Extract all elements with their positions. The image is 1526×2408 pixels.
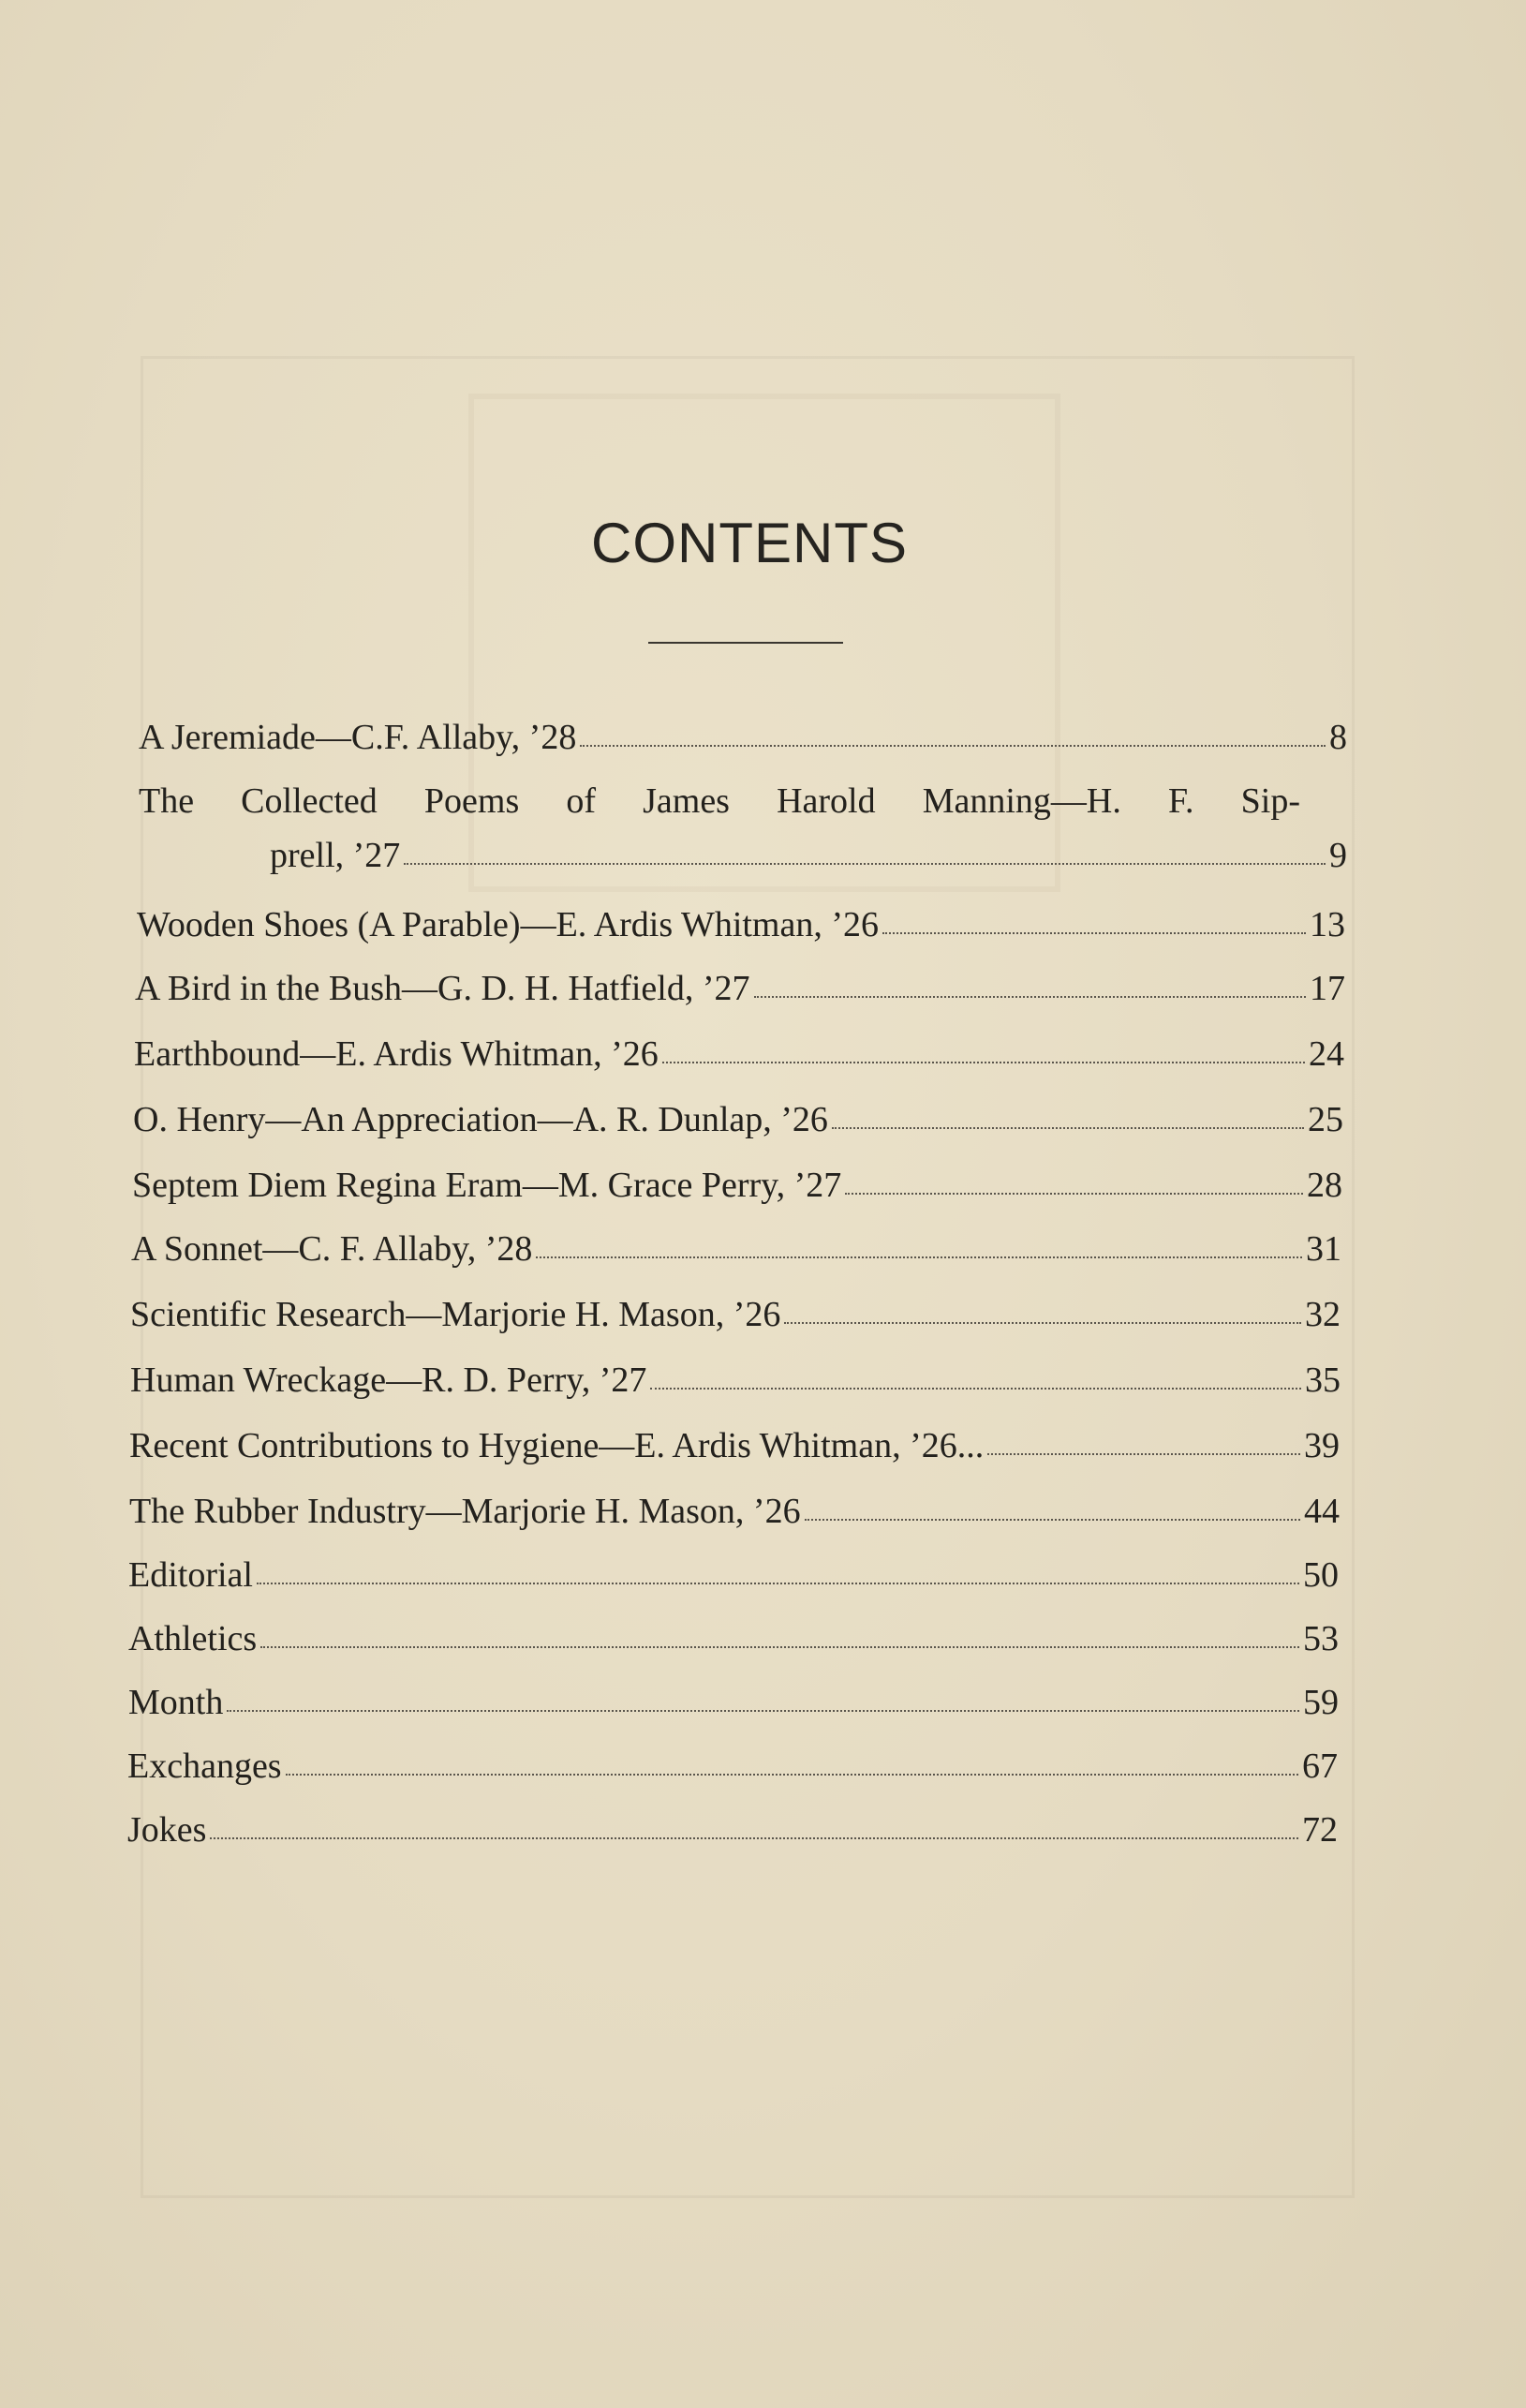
toc-entry-page: 39: [1304, 1426, 1340, 1465]
dot-leader: [404, 863, 1326, 865]
page-title: CONTENTS: [591, 512, 908, 574]
toc-entry-title: The Rubber Industry—Marjorie H. Mason, ’26: [129, 1492, 801, 1531]
toc-entry-title: A Bird in the Bush—G. D. H. Hatfield, ’27: [135, 969, 750, 1008]
toc-entry-title: Editorial: [128, 1555, 253, 1595]
toc-entry: [132, 1160, 1342, 1211]
toc-entry-title-line1: The Collected Poems of James Harold Manning—H. F. Sip-: [139, 781, 1300, 821]
toc-entry-page: 8: [1329, 718, 1347, 757]
toc-entry-title: O. Henry—An Appreciation—A. R. Dunlap, ’26: [133, 1100, 828, 1139]
dot-leader: [580, 745, 1326, 747]
toc-entry-page: 72: [1302, 1810, 1338, 1850]
toc-entry-page: 50: [1303, 1555, 1339, 1595]
toc-entry-page: 24: [1309, 1034, 1344, 1074]
toc-entry-title: Exchanges: [127, 1747, 282, 1786]
toc-entry-title: Septem Diem Regina Eram—M. Grace Perry, ’27: [132, 1166, 842, 1205]
toc-entry-title: Earthbound—E. Ardis Whitman, ’26: [134, 1034, 659, 1074]
dot-leader: [805, 1519, 1300, 1521]
dot-leader: [662, 1062, 1305, 1063]
toc-entry: [129, 1420, 1340, 1471]
dot-leader: [987, 1453, 1300, 1455]
toc-entry: [128, 1613, 1339, 1664]
dot-leader: [882, 932, 1306, 934]
toc-entry: [139, 712, 1347, 763]
toc-entry: [127, 1741, 1338, 1791]
toc-entry: [135, 963, 1345, 1014]
dot-leader: [536, 1256, 1302, 1258]
dot-leader: [845, 1193, 1303, 1195]
toc-entry-page: 35: [1305, 1360, 1341, 1400]
toc-entry: [134, 1029, 1344, 1079]
toc-entry: [130, 1355, 1341, 1405]
toc-entry-title: prell, ’27: [270, 836, 401, 875]
toc-entry-page: 32: [1305, 1295, 1341, 1334]
dot-leader: [210, 1837, 1298, 1839]
toc-entry: [133, 1094, 1343, 1145]
toc-entry: [127, 1805, 1338, 1855]
toc-entry: [130, 1289, 1341, 1340]
toc-entry-page: 67: [1302, 1747, 1338, 1786]
toc-entry-page: 44: [1304, 1492, 1340, 1531]
toc-entry: [137, 899, 1345, 950]
dot-leader: [286, 1774, 1298, 1776]
toc-entry-page: 9: [1329, 836, 1347, 875]
toc-entry-title: A Jeremiade—C.F. Allaby, ’28: [139, 718, 577, 757]
toc-entry: [128, 1677, 1339, 1728]
toc-entry-page: 53: [1303, 1619, 1339, 1658]
toc-entry-page: 31: [1306, 1229, 1341, 1269]
dot-leader: [260, 1646, 1299, 1648]
dot-leader: [227, 1710, 1299, 1712]
toc-entry-title: Scientific Research—Marjorie H. Mason, ’26: [130, 1295, 781, 1334]
dot-leader: [784, 1322, 1301, 1324]
dot-leader: [754, 996, 1306, 998]
toc-entry-title: Athletics: [128, 1619, 258, 1658]
toc-entry-title: Human Wreckage—R. D. Perry, ’27: [130, 1360, 647, 1400]
toc-entry: [131, 1224, 1341, 1274]
toc-entry-title: Month: [128, 1683, 224, 1722]
toc-entry-title: Recent Contributions to Hygiene—E. Ardis Whitman, ’26...: [129, 1426, 985, 1465]
toc-entry: [128, 1550, 1339, 1600]
toc-entry-title: A Sonnet—C. F. Allaby, ’28: [131, 1229, 533, 1269]
dot-leader: [257, 1583, 1299, 1584]
toc-entry-page: 59: [1303, 1683, 1339, 1722]
toc-entry-page: 28: [1307, 1166, 1342, 1205]
toc-entry-page: 17: [1310, 969, 1345, 1008]
toc-entry-continuation: [270, 830, 1347, 881]
dot-leader: [832, 1127, 1304, 1129]
toc-entry-title: Jokes: [127, 1810, 207, 1850]
toc-entry-page: 25: [1308, 1100, 1343, 1139]
toc-entry-title: Wooden Shoes (A Parable)—E. Ardis Whitman, ’26: [137, 905, 880, 944]
toc-entry: [129, 1486, 1340, 1537]
dot-leader: [650, 1388, 1301, 1390]
toc-entry-page: 13: [1310, 905, 1345, 944]
